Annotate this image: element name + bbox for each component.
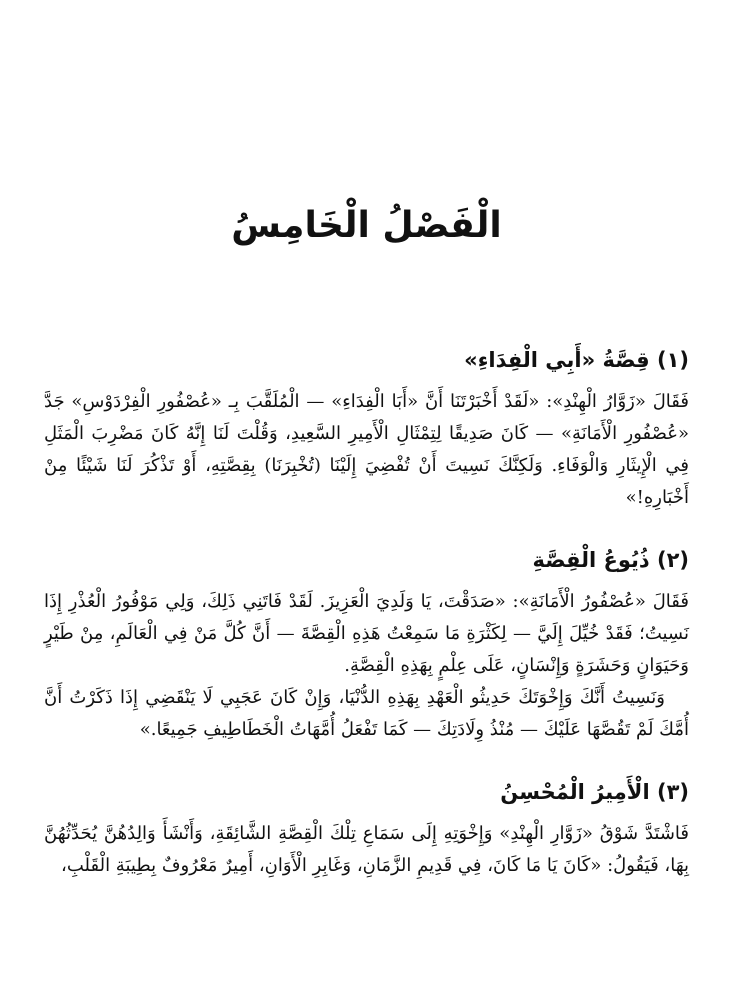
paragraph: وَنَسِيتُ أَنَّكَ وَإِخْوَتَكَ حَدِيثُو الْعَهْدِ بِهَذِهِ الدُّنْيَا، وَإِنْ كَانَ عَجَبِي لَا يَنْقَضِي إِذَا ذَكَرْتُ أَنَّ أُمَّكَ لَمْ تَقُصَّهَا عَلَيْكَ — مُنْذُ وِلَادَتِكَ — كَمَا تَفْعَلُ أُمَّهَاتُ الْخَطَاطِيفِ جَمِيعًا.» [44,687,689,740]
section-heading: (٣) الْأَمِيرُ الْمُحْسِنُ [500,780,689,804]
section-heading: (٢) ذُيُوعُ الْقِصَّةِ [532,548,689,572]
paragraph: فَقَالَ «عُصْفُورُ الْأَمَانَةِ»: «صَدَقْتَ، يَا وَلَدِيَ الْعَزِيزَ. لَقَدْ فَاتَنِي ذَلِكَ، وَلِي مَوْفُورُ الْعُذْرِ إِذَا نَسِيتُ؛ فَقَدْ خُيِّلَ إِلَيَّ — لِكَثْرَةِ مَا سَمِعْتُ هَذِهِ الْقِصَّةَ — أَنَّ كُلَّ مَنْ فِي الْعَالَمِ، مِنْ طَيْرٍ وَحَيَوَانٍ وَحَشَرَةٍ وَإِنْسَانٍ، عَلَى عِلْمٍ بِهَذِهِ الْقِصَّةِ. [44,591,689,676]
section-1 [44,340,689,514]
section-heading: (١) قِصَّةُ «أَبِي الْفِدَاءِ» [464,348,689,372]
paragraph: فَاشْتَدَّ شَوْقُ «زَوَّارِ الْهِنْدِ» وَإِخْوَتِهِ إِلَى سَمَاعِ تِلْكَ الْقِصَّةِ الشَّائِقَةِ، وَأَنْشَأَ وَالِدُهُنَّ يُحَدِّثُهُنَّ بِهَا، فَيَقُولُ: «كَانَ يَا مَا كَانَ، فِي قَدِيمِ الزَّمَانِ، وَغَابِرِ الْأَوَانِ، أَمِيرٌ مَعْرُوفٌ بِطِيبَةِ الْقَلْبِ، [44,823,689,876]
page-content [44,340,689,908]
section-2 [44,540,689,746]
paragraph: فَقَالَ «زَوَّارُ الْهِنْدِ»: «لَقَدْ أَخْبَرْتَنَا أَنَّ «أَبَا الْفِدَاءِ» — الْمُلَقَّبَ بِـ «عُصْفُورِ الْفِرْدَوْسِ» جَدَّ «عُصْفُورِ الْأَمَانَةِ» — كَانَ صَدِيقًا لِتِمْثَالِ الْأَمِيرِ السَّعِيدِ، وَقُلْتَ لَنَا إِنَّهُ كَانَ مَضْرِبَ الْمَثَلِ فِي الْإِيثَارِ وَالْوَفَاءِ. وَلَكِنَّكَ نَسِيتَ أَنْ تُفْضِيَ إِلَيْنَا (تُخْبِرَنَا) بِقِصَّتِهِ، أَوْ تَذْكُرَ لَنَا شَيْئًا مِنْ أَخْبَارِهِ!» [44,391,689,508]
chapter-title: الْفَصْلُ الْخَامِسُ [231,205,502,246]
section-3 [44,772,689,882]
